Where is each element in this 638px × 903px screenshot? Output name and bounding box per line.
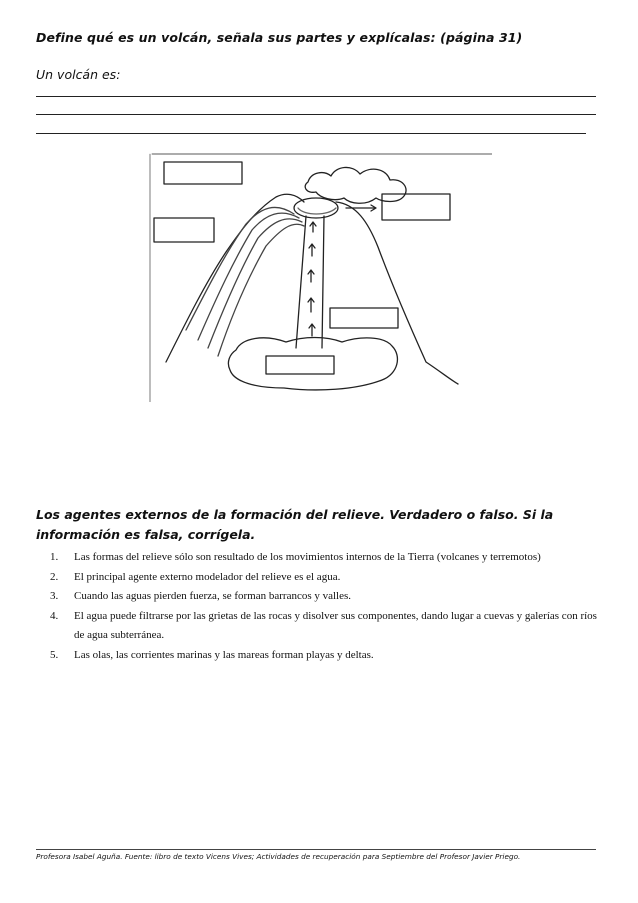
- item-text: Las olas, las corrientes marinas y las mareas forman playas y deltas.: [74, 648, 374, 661]
- volcano-definition-prompt: Un volcán es:: [36, 67, 121, 82]
- answer-line-2: [36, 114, 596, 115]
- section-1-title: Define qué es un volcán, señala sus partes y explícalas: (página 31): [36, 30, 523, 45]
- item-number: 4.: [50, 609, 59, 622]
- true-false-list: [50, 548, 598, 665]
- answer-line-3: [36, 133, 586, 134]
- section-2-title: Los agentes externos de la formación del relieve. Verdadero o falso. Si la información es falsa, corrígela.: [36, 507, 554, 542]
- list-item: [50, 587, 598, 607]
- list-item: [50, 548, 598, 568]
- item-number: 3.: [50, 590, 59, 602]
- item-text: El principal agente externo modelador del relieve es el agua.: [74, 570, 341, 583]
- item-text: Cuando las aguas pierden fuerza, se forman barrancos y valles.: [74, 590, 352, 602]
- list-item: [50, 568, 598, 588]
- item-number: 5.: [50, 648, 59, 661]
- item-text: Las formas del relieve sólo son resultado de los movimientos internos de la Tierra (volcanes y terremotos): [74, 551, 541, 563]
- footer-divider: [36, 849, 596, 850]
- volcano-diagram: [146, 152, 492, 402]
- footer-credits: Profesora Isabel Aguña. Fuente: libro de texto Vicens Vives; Actividades de recuperación para Septiembre del Profesor Javier Priego.: [36, 852, 521, 861]
- item-text: El agua puede filtrarse por las grietas de las rocas y disolver sus componentes, dando lugar a cuevas y galerías con ríos de agua subterránea.: [74, 609, 597, 641]
- list-item: [50, 607, 598, 646]
- answer-line-1: [36, 96, 596, 97]
- item-number: 1.: [50, 551, 59, 563]
- list-item: [50, 646, 598, 666]
- item-number: 2.: [50, 570, 59, 583]
